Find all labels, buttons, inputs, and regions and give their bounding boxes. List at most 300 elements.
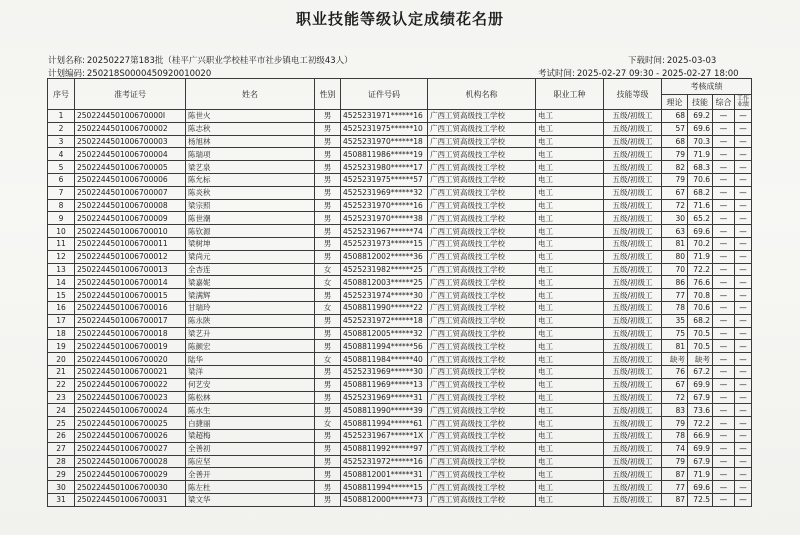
cell-ticket: 2502244501006700017 bbox=[75, 314, 186, 327]
cell-theory: 82 bbox=[662, 161, 688, 174]
cell-trade: 电工 bbox=[536, 353, 604, 366]
download-time-value: 2025-03-03 bbox=[666, 56, 717, 66]
cell-trade: 电工 bbox=[536, 237, 604, 250]
cell-trade: 电工 bbox=[536, 455, 604, 468]
cell-ticket: 2502244501006700013 bbox=[75, 263, 186, 276]
cell-seq: 20 bbox=[48, 353, 75, 366]
cell-seq: 15 bbox=[48, 289, 75, 302]
cell-work: — bbox=[735, 148, 752, 161]
cell-overall: — bbox=[713, 186, 735, 199]
cell-id: 4525231969******31 bbox=[341, 391, 428, 404]
cell-work: — bbox=[735, 481, 752, 494]
plan-name-label: 计划名称: bbox=[48, 56, 85, 66]
cell-work: — bbox=[735, 353, 752, 366]
header-trade: 职业工种 bbox=[536, 79, 604, 110]
cell-work: — bbox=[735, 365, 752, 378]
cell-level: 五级/初级工 bbox=[604, 340, 662, 353]
cell-id: 4508812003******25 bbox=[341, 276, 428, 289]
cell-overall: — bbox=[713, 314, 735, 327]
table-row bbox=[48, 468, 752, 481]
cell-gender: 男 bbox=[315, 122, 341, 135]
header-name: 姓名 bbox=[186, 79, 315, 110]
cell-level: 五级/初级工 bbox=[604, 481, 662, 494]
cell-gender: 男 bbox=[315, 161, 341, 174]
cell-name: 梁尚元 bbox=[186, 250, 315, 263]
cell-id: 4525231971******16 bbox=[341, 110, 428, 123]
cell-ticket: 2502244501006700021 bbox=[75, 365, 186, 378]
table-row bbox=[48, 289, 752, 302]
cell-theory: 35 bbox=[662, 314, 688, 327]
cell-skill: 67.9 bbox=[688, 455, 713, 468]
cell-seq: 4 bbox=[48, 148, 75, 161]
cell-skill: 70.5 bbox=[688, 327, 713, 340]
cell-ticket: 2502244501006700020 bbox=[75, 353, 186, 366]
cell-seq: 6 bbox=[48, 173, 75, 186]
cell-level: 五级/初级工 bbox=[604, 110, 662, 123]
cell-level: 五级/初级工 bbox=[604, 225, 662, 238]
cell-ticket: 2502244501006700016 bbox=[75, 301, 186, 314]
cell-level: 五级/初级工 bbox=[604, 442, 662, 455]
cell-id: 4525231982******25 bbox=[341, 263, 428, 276]
cell-name: 杨旭林 bbox=[186, 135, 315, 148]
table-row bbox=[48, 378, 752, 391]
cell-overall: — bbox=[713, 327, 735, 340]
cell-trade: 电工 bbox=[536, 301, 604, 314]
cell-name: 全善初 bbox=[186, 442, 315, 455]
cell-name: 白捷丽 bbox=[186, 417, 315, 430]
cell-name: 全杏连 bbox=[186, 263, 315, 276]
plan-name-value: 20250227第183批（桂平广兴职业学校桂平市社步镇电工初级43人） bbox=[86, 56, 353, 66]
header-theory: 理论 bbox=[662, 95, 688, 110]
table-row bbox=[48, 314, 752, 327]
cell-work: — bbox=[735, 468, 752, 481]
cell-work: — bbox=[735, 455, 752, 468]
cell-overall: — bbox=[713, 110, 735, 123]
table-row bbox=[48, 442, 752, 455]
cell-name: 梁宗照 bbox=[186, 199, 315, 212]
cell-seq: 13 bbox=[48, 263, 75, 276]
cell-org: 广西工贸高级技工学校 bbox=[428, 404, 536, 417]
cell-ticket: 2502244501006700014 bbox=[75, 276, 186, 289]
cell-overall: — bbox=[713, 340, 735, 353]
table-row bbox=[48, 353, 752, 366]
cell-name: 陈应坚 bbox=[186, 455, 315, 468]
cell-trade: 电工 bbox=[536, 135, 604, 148]
header-level: 技能等级 bbox=[604, 79, 662, 110]
cell-overall: — bbox=[713, 353, 735, 366]
cell-trade: 电工 bbox=[536, 110, 604, 123]
cell-trade: 电工 bbox=[536, 340, 604, 353]
cell-org: 广西工贸高级技工学校 bbox=[428, 327, 536, 340]
cell-trade: 电工 bbox=[536, 225, 604, 238]
cell-ticket: 2502244501006700010 bbox=[75, 225, 186, 238]
cell-seq: 22 bbox=[48, 378, 75, 391]
table-row bbox=[48, 327, 752, 340]
cell-theory: 81 bbox=[662, 237, 688, 250]
cell-ticket: 2502244501006700025 bbox=[75, 417, 186, 430]
cell-overall: — bbox=[713, 263, 735, 276]
cell-overall: — bbox=[713, 237, 735, 250]
cell-gender: 男 bbox=[315, 186, 341, 199]
download-time-label: 下载时间: bbox=[628, 56, 665, 66]
cell-gender: 男 bbox=[315, 468, 341, 481]
cell-org: 广西工贸高级技工学校 bbox=[428, 263, 536, 276]
table-row bbox=[48, 161, 752, 174]
cell-overall: — bbox=[713, 378, 735, 391]
cell-id: 4508812001******31 bbox=[341, 468, 428, 481]
table-row bbox=[48, 301, 752, 314]
cell-org: 广西工贸高级技工学校 bbox=[428, 378, 536, 391]
cell-gender: 男 bbox=[315, 250, 341, 263]
cell-gender: 男 bbox=[315, 404, 341, 417]
cell-seq: 1 bbox=[48, 110, 75, 123]
cell-org: 广西工贸高级技工学校 bbox=[428, 135, 536, 148]
cell-level: 五级/初级工 bbox=[604, 391, 662, 404]
cell-gender: 男 bbox=[315, 110, 341, 123]
cell-skill: 73.6 bbox=[688, 404, 713, 417]
cell-id: 4508811984******40 bbox=[341, 353, 428, 366]
table-row bbox=[48, 481, 752, 494]
document-title: 职业技能等级认定成绩花名册 bbox=[295, 10, 504, 28]
cell-trade: 电工 bbox=[536, 314, 604, 327]
cell-trade: 电工 bbox=[536, 481, 604, 494]
cell-name: 甘瑞玲 bbox=[186, 301, 315, 314]
cell-level: 五级/初级工 bbox=[604, 314, 662, 327]
cell-theory: 87 bbox=[662, 493, 688, 506]
cell-theory: 77 bbox=[662, 289, 688, 302]
cell-level: 五级/初级工 bbox=[604, 429, 662, 442]
cell-level: 五级/初级工 bbox=[604, 289, 662, 302]
cell-org: 广西工贸高级技工学校 bbox=[428, 122, 536, 135]
cell-id: 4508811969******13 bbox=[341, 378, 428, 391]
cell-level: 五级/初级工 bbox=[604, 122, 662, 135]
table-row bbox=[48, 391, 752, 404]
cell-org: 广西工贸高级技工学校 bbox=[428, 237, 536, 250]
cell-org: 广西工贸高级技工学校 bbox=[428, 161, 536, 174]
cell-trade: 电工 bbox=[536, 276, 604, 289]
cell-seq: 24 bbox=[48, 404, 75, 417]
cell-skill: 70.3 bbox=[688, 135, 713, 148]
cell-gender: 女 bbox=[315, 263, 341, 276]
cell-theory: 30 bbox=[662, 212, 688, 225]
cell-name: 梁艺泉 bbox=[186, 161, 315, 174]
cell-id: 4508811994******61 bbox=[341, 417, 428, 430]
cell-name: 何艺安 bbox=[186, 378, 315, 391]
cell-org: 广西工贸高级技工学校 bbox=[428, 173, 536, 186]
header-overall: 综合 bbox=[713, 95, 735, 110]
cell-gender: 女 bbox=[315, 301, 341, 314]
cell-level: 五级/初级工 bbox=[604, 161, 662, 174]
plan-code-value: 250218S0000450920010020 bbox=[86, 69, 212, 79]
cell-name: 梁文华 bbox=[186, 493, 315, 506]
table-row bbox=[48, 225, 752, 238]
cell-level: 五级/初级工 bbox=[604, 135, 662, 148]
cell-gender: 男 bbox=[315, 391, 341, 404]
cell-overall: — bbox=[713, 289, 735, 302]
cell-theory: 70 bbox=[662, 263, 688, 276]
cell-work: — bbox=[735, 289, 752, 302]
cell-overall: — bbox=[713, 468, 735, 481]
cell-org: 广西工贸高级技工学校 bbox=[428, 455, 536, 468]
cell-level: 五级/初级工 bbox=[604, 148, 662, 161]
cell-id: 4525231967******1X bbox=[341, 429, 428, 442]
cell-ticket: 2502244501006700022 bbox=[75, 378, 186, 391]
cell-overall: — bbox=[713, 161, 735, 174]
cell-trade: 电工 bbox=[536, 122, 604, 135]
cell-trade: 电工 bbox=[536, 365, 604, 378]
cell-org: 广西工贸高级技工学校 bbox=[428, 225, 536, 238]
cell-seq: 31 bbox=[48, 493, 75, 506]
table-row bbox=[48, 417, 752, 430]
cell-overall: — bbox=[713, 122, 735, 135]
cell-theory: 77 bbox=[662, 481, 688, 494]
cell-gender: 男 bbox=[315, 289, 341, 302]
cell-ticket: 2502244501006700015 bbox=[75, 289, 186, 302]
cell-id: 4508811990******39 bbox=[341, 404, 428, 417]
cell-theory: 68 bbox=[662, 110, 688, 123]
plan-code-label: 计划编码: bbox=[48, 69, 85, 79]
table-row bbox=[48, 276, 752, 289]
table-row bbox=[48, 122, 752, 135]
cell-id: 4525231975******10 bbox=[341, 122, 428, 135]
cell-ticket: 250224450100670000I bbox=[75, 110, 186, 123]
cell-seq: 10 bbox=[48, 225, 75, 238]
cell-gender: 男 bbox=[315, 199, 341, 212]
cell-ticket: 2502244501006700007 bbox=[75, 186, 186, 199]
cell-seq: 16 bbox=[48, 301, 75, 314]
cell-ticket: 2502244501006700008 bbox=[75, 199, 186, 212]
cell-seq: 21 bbox=[48, 365, 75, 378]
cell-ticket: 2502244501006700019 bbox=[75, 340, 186, 353]
cell-org: 广西工贸高级技工学校 bbox=[428, 468, 536, 481]
cell-overall: — bbox=[713, 429, 735, 442]
cell-trade: 电工 bbox=[536, 429, 604, 442]
cell-gender: 男 bbox=[315, 340, 341, 353]
cell-work: — bbox=[735, 276, 752, 289]
cell-theory: 57 bbox=[662, 122, 688, 135]
cell-seq: 18 bbox=[48, 327, 75, 340]
table-row bbox=[48, 404, 752, 417]
cell-seq: 27 bbox=[48, 442, 75, 455]
table-row bbox=[48, 455, 752, 468]
cell-org: 广西工贸高级技工学校 bbox=[428, 365, 536, 378]
cell-gender: 男 bbox=[315, 173, 341, 186]
table-row bbox=[48, 135, 752, 148]
cell-id: 4525231973******15 bbox=[341, 237, 428, 250]
exam-time-label: 考试时间: bbox=[538, 69, 575, 79]
cell-work: — bbox=[735, 301, 752, 314]
cell-trade: 电工 bbox=[536, 327, 604, 340]
cell-name: 梁艺升 bbox=[186, 327, 315, 340]
exam-time-value: 2025-02-27 09:30 - 2025-02-27 18:00 bbox=[576, 69, 739, 79]
cell-name: 陈炎秋 bbox=[186, 186, 315, 199]
cell-theory: 缺考 bbox=[662, 353, 688, 366]
cell-name: 陆华 bbox=[186, 353, 315, 366]
cell-level: 五级/初级工 bbox=[604, 404, 662, 417]
table-row bbox=[48, 199, 752, 212]
cell-seq: 5 bbox=[48, 161, 75, 174]
cell-id: 4508812002******36 bbox=[341, 250, 428, 263]
cell-work: — bbox=[735, 225, 752, 238]
cell-skill: 69.6 bbox=[688, 481, 713, 494]
header-gender: 性别 bbox=[315, 79, 341, 110]
cell-trade: 电工 bbox=[536, 442, 604, 455]
cell-trade: 电工 bbox=[536, 250, 604, 263]
cell-work: — bbox=[735, 493, 752, 506]
cell-work: — bbox=[735, 250, 752, 263]
cell-org: 广西工贸高级技工学校 bbox=[428, 353, 536, 366]
cell-theory: 76 bbox=[662, 365, 688, 378]
cell-work: — bbox=[735, 110, 752, 123]
cell-gender: 男 bbox=[315, 493, 341, 506]
cell-overall: — bbox=[713, 225, 735, 238]
cell-work: — bbox=[735, 417, 752, 430]
cell-ticket: 2502244501006700003 bbox=[75, 135, 186, 148]
header-seq: 序号 bbox=[48, 79, 75, 110]
cell-overall: — bbox=[713, 391, 735, 404]
cell-name: 全善开 bbox=[186, 468, 315, 481]
cell-trade: 电工 bbox=[536, 199, 604, 212]
cell-skill: 70.8 bbox=[688, 289, 713, 302]
cell-skill: 69.6 bbox=[688, 225, 713, 238]
cell-ticket: 2502244501006700005 bbox=[75, 161, 186, 174]
cell-ticket: 2502244501006700023 bbox=[75, 391, 186, 404]
cell-org: 广西工贸高级技工学校 bbox=[428, 148, 536, 161]
cell-level: 五级/初级工 bbox=[604, 378, 662, 391]
cell-seq: 7 bbox=[48, 186, 75, 199]
cell-overall: — bbox=[713, 173, 735, 186]
cell-work: — bbox=[735, 199, 752, 212]
cell-ticket: 2502244501006700026 bbox=[75, 429, 186, 442]
cell-org: 广西工贸高级技工学校 bbox=[428, 250, 536, 263]
cell-skill: 70.2 bbox=[688, 237, 713, 250]
cell-level: 五级/初级工 bbox=[604, 468, 662, 481]
cell-ticket: 25022445010067000​02 bbox=[75, 122, 186, 135]
cell-gender: 男 bbox=[315, 455, 341, 468]
cell-org: 广西工贸高级技工学校 bbox=[428, 276, 536, 289]
cell-seq: 3 bbox=[48, 135, 75, 148]
cell-work: — bbox=[735, 263, 752, 276]
cell-org: 广西工贸高级技工学校 bbox=[428, 314, 536, 327]
cell-work: — bbox=[735, 237, 752, 250]
cell-skill: 68.2 bbox=[688, 186, 713, 199]
cell-skill: 69.6 bbox=[688, 122, 713, 135]
cell-level: 五级/初级工 bbox=[604, 493, 662, 506]
cell-gender: 男 bbox=[315, 314, 341, 327]
cell-ticket: 2502244501006700030 bbox=[75, 481, 186, 494]
cell-trade: 电工 bbox=[536, 212, 604, 225]
cell-name: 陈志秋 bbox=[186, 122, 315, 135]
cell-name: 梁洋 bbox=[186, 365, 315, 378]
cell-name: 陈永陕 bbox=[186, 314, 315, 327]
cell-org: 广西工贸高级技工学校 bbox=[428, 199, 536, 212]
cell-overall: — bbox=[713, 135, 735, 148]
cell-org: 广西工贸高级技工学校 bbox=[428, 391, 536, 404]
header-skill: 技能 bbox=[688, 95, 713, 110]
cell-seq: 19 bbox=[48, 340, 75, 353]
cell-org: 广西工贸高级技工学校 bbox=[428, 212, 536, 225]
cell-level: 五级/初级工 bbox=[604, 199, 662, 212]
cell-id: 4508811990******22 bbox=[341, 301, 428, 314]
cell-ticket: 2502244501006700012 bbox=[75, 250, 186, 263]
cell-work: — bbox=[735, 161, 752, 174]
cell-trade: 电工 bbox=[536, 263, 604, 276]
cell-overall: — bbox=[713, 481, 735, 494]
cell-ticket: 2502244501006700011 bbox=[75, 237, 186, 250]
table-row bbox=[48, 186, 752, 199]
cell-seq: 8 bbox=[48, 199, 75, 212]
cell-skill: 65.2 bbox=[688, 212, 713, 225]
cell-work: — bbox=[735, 212, 752, 225]
cell-theory: 79 bbox=[662, 455, 688, 468]
header-org: 机构名称 bbox=[428, 79, 536, 110]
cell-gender: 男 bbox=[315, 442, 341, 455]
cell-name: 陈颜宏 bbox=[186, 340, 315, 353]
cell-name: 陈左杜 bbox=[186, 481, 315, 494]
cell-overall: — bbox=[713, 417, 735, 430]
cell-org: 广西工贸高级技工学校 bbox=[428, 289, 536, 302]
cell-level: 五级/初级工 bbox=[604, 276, 662, 289]
cell-id: 4525231980******17 bbox=[341, 161, 428, 174]
cell-id: 4508812005******32 bbox=[341, 327, 428, 340]
cell-trade: 电工 bbox=[536, 417, 604, 430]
cell-id: 4508811992******97 bbox=[341, 442, 428, 455]
cell-trade: 电工 bbox=[536, 391, 604, 404]
cell-level: 五级/初级工 bbox=[604, 327, 662, 340]
cell-skill: 70.6 bbox=[688, 301, 713, 314]
cell-trade: 电工 bbox=[536, 493, 604, 506]
cell-id: 4508811986******19 bbox=[341, 148, 428, 161]
cell-gender: 男 bbox=[315, 481, 341, 494]
cell-seq: 23 bbox=[48, 391, 75, 404]
cell-skill: 71.9 bbox=[688, 468, 713, 481]
cell-overall: — bbox=[713, 301, 735, 314]
cell-skill: 缺考 bbox=[688, 353, 713, 366]
table-row bbox=[48, 212, 752, 225]
header-id: 证件号码 bbox=[341, 79, 428, 110]
cell-theory: 80 bbox=[662, 250, 688, 263]
cell-gender: 女 bbox=[315, 276, 341, 289]
cell-seq: 2 bbox=[48, 122, 75, 135]
cell-id: 4525231970******16 bbox=[341, 199, 428, 212]
cell-work: — bbox=[735, 340, 752, 353]
cell-theory: 67 bbox=[662, 186, 688, 199]
cell-overall: — bbox=[713, 148, 735, 161]
cell-level: 五级/初级工 bbox=[604, 237, 662, 250]
cell-level: 五级/初级工 bbox=[604, 455, 662, 468]
cell-name: 梁嘉妮 bbox=[186, 276, 315, 289]
cell-overall: — bbox=[713, 442, 735, 455]
cell-overall: — bbox=[713, 212, 735, 225]
cell-theory: 78 bbox=[662, 301, 688, 314]
cell-id: 4525231972******16 bbox=[341, 455, 428, 468]
cell-skill: 66.9 bbox=[688, 429, 713, 442]
cell-trade: 电工 bbox=[536, 173, 604, 186]
cell-id: 4525231967******74 bbox=[341, 225, 428, 238]
cell-trade: 电工 bbox=[536, 378, 604, 391]
cell-skill: 70.5 bbox=[688, 340, 713, 353]
cell-overall: — bbox=[713, 250, 735, 263]
cell-theory: 83 bbox=[662, 404, 688, 417]
cell-work: — bbox=[735, 186, 752, 199]
cell-seq: 25 bbox=[48, 417, 75, 430]
cell-skill: 69.9 bbox=[688, 378, 713, 391]
cell-name: 陈松林 bbox=[186, 391, 315, 404]
cell-ticket: 2502244501006700006 bbox=[75, 173, 186, 186]
cell-ticket: 2502244501006700028 bbox=[75, 455, 186, 468]
cell-seq: 11 bbox=[48, 237, 75, 250]
cell-gender: 男 bbox=[315, 148, 341, 161]
